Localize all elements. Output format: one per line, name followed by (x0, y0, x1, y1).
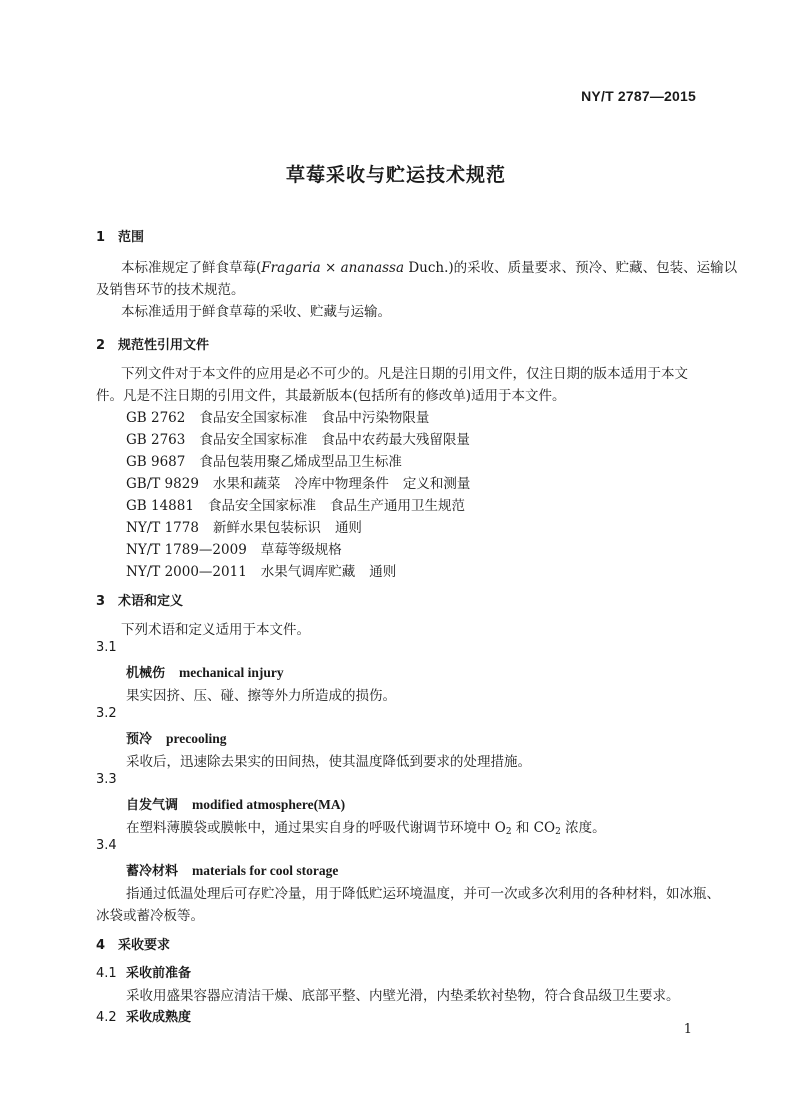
reference-item: GB 9687 食品包装用聚乙烯成型品卫生标准 (126, 454, 402, 470)
section-4-2-heading: 4.2 采收成熟度 (96, 1010, 192, 1025)
section-3-intro: 下列术语和定义适用于本文件。 (121, 622, 310, 638)
term-heading: 机械伤 mechanical injury (126, 665, 284, 681)
section-2-heading: 2 规范性引用文件 (96, 338, 210, 353)
term-definition: 采收后，迅速除去果实的田间热，使其温度降低到要求的处理措施。 (126, 754, 531, 770)
term-number: 3.1 (96, 640, 117, 655)
section-1-paragraph-1-line-2: 及销售环节的技术规范。 (96, 282, 245, 298)
reference-item: NY/T 1778 新鲜水果包装标识 通则 (126, 520, 362, 536)
reference-item: GB 2763 食品安全国家标准 食品中农药最大残留限量 (126, 432, 470, 448)
term-definition-line-2: 冰袋或蓄冷板等。 (96, 908, 204, 924)
section-1-paragraph-2: 本标准适用于鲜食草莓的采收、贮藏与运输。 (121, 304, 391, 320)
term-heading: 蓄冷材料 materials for cool storage (126, 863, 339, 879)
section-3-heading: 3 术语和定义 (96, 594, 184, 609)
section-1-heading: 1 范围 (96, 230, 145, 245)
term-number: 3.3 (96, 772, 117, 787)
reference-item: NY/T 1789—2009 草莓等级规格 (126, 542, 342, 558)
standard-number: NY/T 2787—2015 (581, 88, 696, 104)
section-2-paragraph-line-2: 件。凡是不注日期的引用文件，其最新版本(包括所有的修改单)适用于本文件。 (96, 388, 566, 404)
term-heading: 自发气调 modified atmosphere(MA) (126, 797, 346, 813)
reference-item: GB 2762 食品安全国家标准 食品中污染物限量 (126, 410, 430, 426)
term-definition: 在塑料薄膜袋或膜帐中，通过果实自身的呼吸代谢调节环境中 $O_2$ 和 $CO_2$ 浓度。 (126, 820, 606, 837)
section-4-1-text: 采收用盛果容器应清洁干燥、底部平整、内壁光滑，内垫柔软衬垫物，符合食品级卫生要求。 (126, 988, 680, 1004)
term-definition: 果实因挤、压、碰、擦等外力所造成的损伤。 (126, 688, 396, 704)
document-title: 草莓采收与贮运技术规范 (285, 164, 506, 186)
reference-item: GB 14881 食品安全国家标准 食品生产通用卫生规范 (126, 498, 465, 514)
term-heading: 预冷 precooling (126, 731, 227, 747)
section-2-paragraph-line-1: 下列文件对于本文件的应用是必不可少的。凡是注日期的引用文件，仅注日期的版本适用于本文 (121, 366, 688, 382)
term-number: 3.2 (96, 706, 117, 721)
section-4-1-heading: 4.1 采收前准备 (96, 966, 192, 981)
term-number: 3.4 (96, 838, 117, 853)
page-number: 1 (683, 1022, 692, 1037)
reference-item: NY/T 2000—2011 水果气调库贮藏 通则 (126, 564, 397, 580)
section-4-heading: 4 采收要求 (96, 938, 171, 953)
section-1-paragraph-1-line-1: 本标准规定了鲜食草莓(Fragaria × ananassa Duch.)的采收、质量要求、预冷、贮藏、包装、运输以 (121, 260, 738, 276)
term-definition-line-1: 指通过低温处理后可存贮冷量，用于降低贮运环境温度，并可一次或多次利用的各种材料，如冰瓶、 (126, 886, 720, 902)
reference-item: GB/T 9829 水果和蔬菜 冷库中物理条件 定义和测量 (126, 476, 471, 492)
